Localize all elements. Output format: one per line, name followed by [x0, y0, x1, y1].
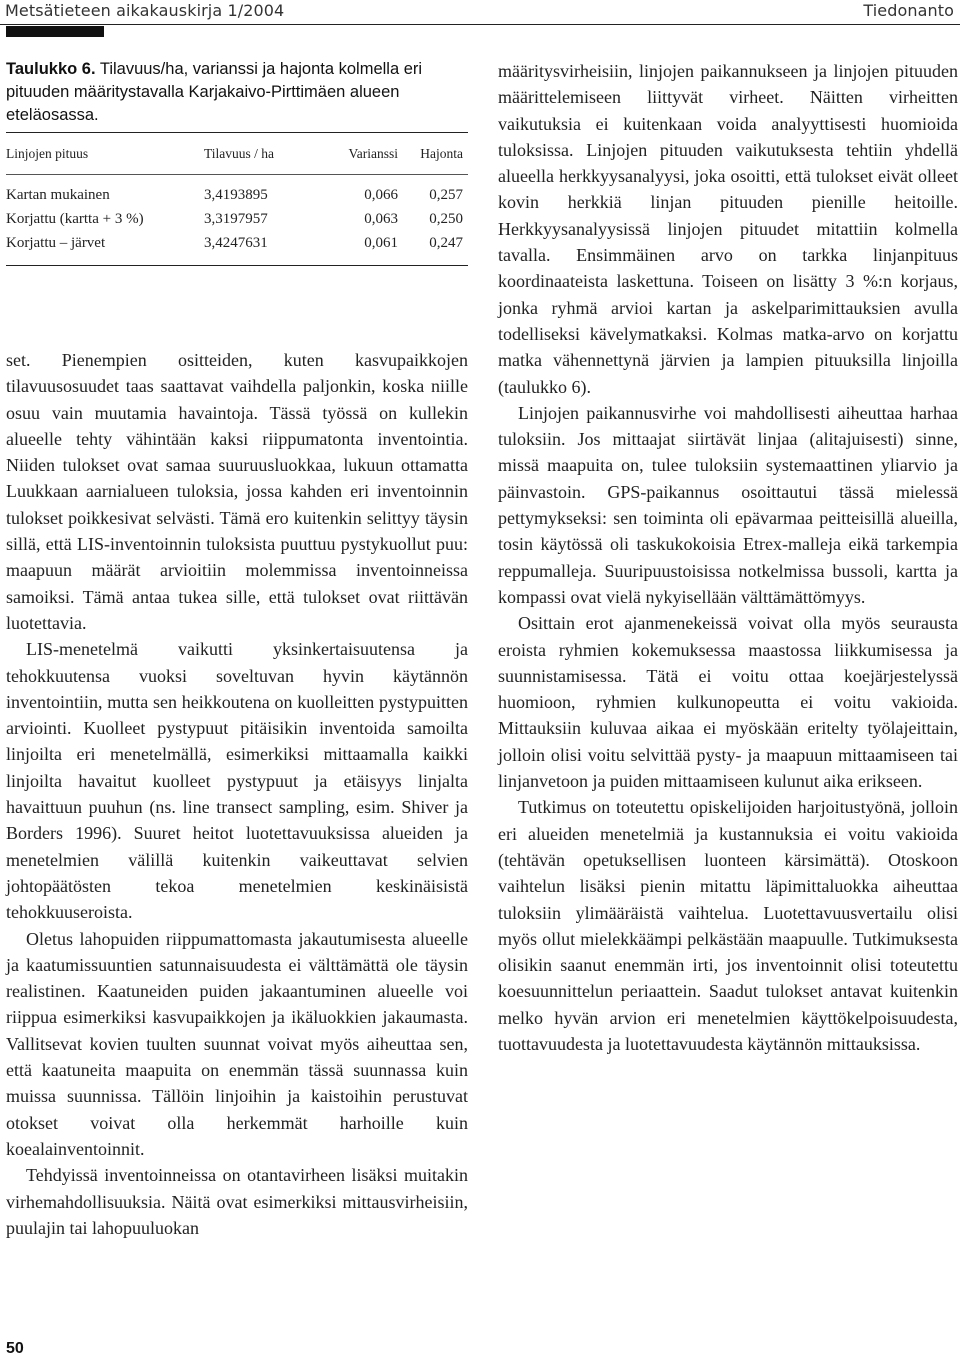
column-header: Hajonta	[420, 146, 463, 161]
table-row	[6, 175, 468, 207]
page-number: 50	[6, 1340, 24, 1357]
paragraph: set. Pienempien ositteiden, kuten kasvupaikkojen tilavuusosuudet taas saattavat vaihdella paljonkin, koska niille osuu vain muutamia havaintoja. Tässä työssä on kullekin alueelle tehty vähintään kaksi riippumatonta inventointia. Niiden tulokset ovat samaa suuruusluokkaa, lukuun ottamatta Luukkaan aarnialueen tuloksia, jossa kahden eri inventoinnin tulokset poikkesivat selvästi. Tämä ero kuitenkin selittyy täysin sillä, että LIS-inventoinnin tuloksista puuttuu pystykuollut puu: maapuun määrät arvioitiin molemmissa inventoinneissa samoiksi. Tämä antaa tukea sille, että tulokset ovat riittävän luotettavia.	[6, 350, 468, 633]
table-cell: 0,250	[429, 211, 463, 227]
table-cell: 0,247	[429, 235, 463, 251]
paragraph: määritysvirheisiin, linjojen paikannukseen ja linjojen pituuden määrittelemiseen liittyvät virheet. Näitten virheitten vaikutuksia ei kuitenkaan voida analyyttisesti huomioida tuloksissa. Linjojen pituuden vaikutuksesta tehtiin yhdellä alueella herkkyysanalyysi, joka osoitti, että tulokset eivät olleet kovin herkkiä linjan pituuden pienille heitoille. Herkkyysanalyysissä linjojen pituudet mitattiin kolmella tavalla. Ensimmäinen arvo on tarkka linjanpituus koordinaateista laskettuna. Toiseen on lisätty 3 %:n korjaus, jonka ryhmä arvioi kartan ja askelparimittauksien avulla todelliseksi kävelymatkaksi. Kolmas matka-arvo on korjattu matka vähennettynä järvien ja lampien pituuksilla linjoilla (taulukko 6).	[498, 61, 958, 397]
column-header: Linjojen pituus	[6, 146, 89, 161]
table-cell: 0,063	[364, 211, 398, 227]
table-bottom-rule	[6, 265, 468, 266]
table-cell: Korjattu (kartta + 3 %)	[6, 211, 144, 227]
paragraph: Osittain erot ajanmenekeissä voivat olla myös seurausta eroista ryhmien kokemuksessa maastossa liikkumisessa ja suunnistamisessa. Tätä ei voitu ottaa koejärjestelyssä huomioon, ryhmien kulkunopeutta ei voitu vakioida. Mittauksiin kuluvaa aikaa ei myöskään eritelty työlajeittain, jolloin olisi voitu selvittää pysty- ja maapuun mittaamiseen tai linjanvetoon ja puiden mittaamiseen kulunut aika erikseen.	[498, 613, 958, 792]
column-header: Varianssi	[348, 146, 398, 161]
table-cell: 0,257	[429, 187, 463, 203]
running-header	[0, 0, 960, 24]
table-row	[6, 207, 468, 231]
table-cell: 3,4193895	[204, 187, 268, 203]
table-caption	[6, 58, 468, 127]
paragraph: Oletus lahopuiden riippumattomasta jakautumisesta alueelle ja kaatumissuuntien satunnaisuudesta ei välttämättä ole täysin realistinen. Kaatuneiden puiden jakaantuminen alueelle voi riippua esimerkiksi kasvupaikkojen ja ikäluokkien jakaumasta. Vallitsevat kovien tuulten suunnat voivat myös aiheuttaa sen, että kaatuneita maapuita on enemmän tässä suunnassa kuin muissa suunnissa. Tällöin linjoihin ja kaistoihin perustuvat otokset voivat olla herkemmät harhoille kuin koealainventoinnit.	[6, 928, 468, 1159]
table-cell: Korjattu – järvet	[6, 235, 106, 251]
table-cell: 3,4247631	[204, 235, 268, 251]
table-cell: Kartan mukainen	[6, 187, 110, 203]
table-row	[6, 231, 468, 265]
header-rule	[0, 24, 960, 25]
paragraph: Tutkimus on toteutettu opiskelijoiden harjoitustyönä, jolloin eri alueiden menetelmiä ja kustannuksia ei voitu vakioida (tehtävän opetuksellisen luonteen kärsimättä). Otoskoon vaihtelun lisäksi pienin mitattu läpimittaluokka aiheuttaa tuloksiin ylimääräistä vaihtelua. Luotettavuusvertailu olisi myös ollut mielekkäämpi pelkästään maapuulle. Tutkimuksesta olisikin saanut enemmän irti, jos inventoinnit olisi toteutettu koesuunnittelun periaattein. Saadut tulokset antavat kuitenkin melko hyvän arvion eri menetelmien käyttökelpoisuudesta, tuottavuudesta ja luotettavuudesta käytännön mittauksissa.	[498, 797, 958, 1054]
volume-table-body	[6, 175, 468, 265]
column-header: Tilavuus / ha	[204, 146, 275, 161]
right-column-text	[498, 58, 958, 1057]
section-label: Tiedonanto	[863, 1, 954, 20]
journal-title: Metsätieteen aikakauskirja 1/2004	[5, 1, 285, 20]
table-header-row	[6, 133, 468, 174]
paragraph: LIS-menetelmä vaikutti yksinkertaisuutensa ja tehokkuutensa vuoksi soveltuvan hyvin käytännön inventointiin, mutta sen heikkoutena on kuolleitten pystypuitten arviointi. Kuolleet pystypuut pitäisikin inventoida samoilta linjoilta eri menetelmällä, esimerkiksi mittaamalla kaikki linjoilta havaitut kuolleet pystypuut ja etäisyys linjalta havaittuun puuhun (ns. line transect sampling, esim. Shiver ja Borders 1996). Suuret heitot luotettavuuksissa alueiden ja menetelmien välillä kuitenkin vaikeuttavat selvien johtopäätösten tekoa menetelmien keskinäisistä tehokkuuseroista.	[6, 639, 468, 923]
table-cell: 0,061	[364, 235, 398, 251]
left-column-text	[6, 347, 468, 1241]
header-accent-bar	[6, 26, 104, 37]
paragraph: Linjojen paikannusvirhe voi mahdollisesti aiheuttaa harhaa tuloksiin. Jos mittaajat siirtävät linjaa (alitajuisesti) sinne, missä maapuita on, tulee tuloksiin systemaattinen yliarvio ja päinvastoin. GPS-paikannus osoittautui tässä mielessä pettymykseksi: sen toiminta oli epävarmaa peitteisillä alueilla, tosin käytössä oli taskukokoisia Etrex-malleja eikä tarkempia reppumalleja. Suuripuustoisissa notkelmissa bussoli, kartta ja kompassi ovat vielä nykyisellään välttämättömyys.	[498, 402, 958, 607]
volume-table	[6, 133, 468, 174]
table-block	[6, 58, 468, 266]
table-label: Taulukko 6.	[6, 60, 96, 78]
table-cell: 3,3197957	[204, 211, 268, 227]
paragraph: Tehdyissä inventoinneissa on otantavirheen lisäksi muitakin virhemahdollisuuksia. Näitä ovat esimerkiksi mittausvirheisiin, puulajin tai lahopuuluokan	[6, 1165, 468, 1238]
table-caption-text: Tilavuus/ha, varianssi ja hajonta kolmella eri pituuden määritystavalla Karjakaivo-Pirttimäen alueen eteläosassa.	[6, 60, 423, 124]
table-cell: 0,066	[364, 187, 398, 203]
